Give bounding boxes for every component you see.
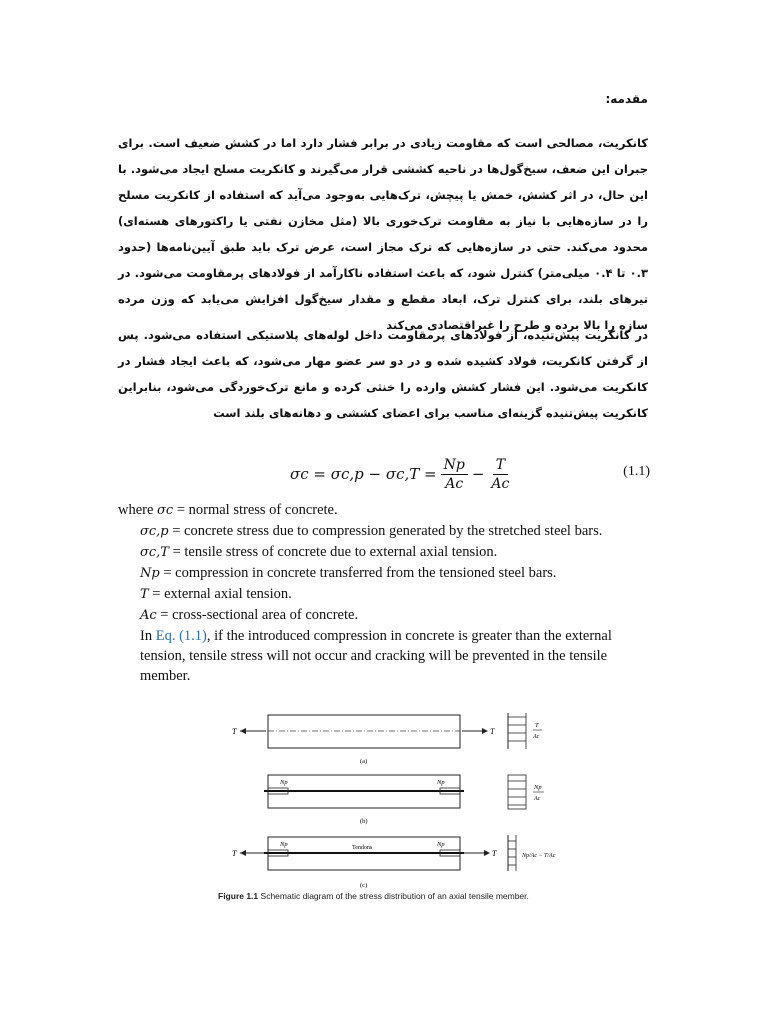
figure-caption: [218, 891, 529, 901]
symbol: σc: [157, 503, 174, 518]
label-t-right: T: [490, 727, 495, 736]
label-tendons: Tendons: [352, 845, 373, 851]
closing-post: , if the introduced compression in concrete is greater than the external tension, tensile stress will not occur and cracking will be prevented in the tensile member.: [140, 628, 612, 684]
definition-row: [118, 584, 650, 605]
definition-row: [118, 521, 650, 542]
intro-paragraph-1: کانکریت، مصالحی است که مقاومت زیادی در برابر فشار دارد اما در کشش ضعیف است. برای جبران این ضعف، سیخ‌گول‌ها در ناحیه کششی قرار می‌گیرند و کانکریت مسلح ایجاد می‌شود. با این حال، در اثر کشش، خمش یا پیچش، ترک‌هایی به‌وجود می‌آید که استفاده از کانکریت مسلح را در سازه‌هایی با نیاز به مقاومت ترک‌خوری بالا (مثل مخازن نفتی یا راکتورهای هسته‌ای) محدود می‌کند. حتی در سازه‌هایی که ترک مجاز است، عرض ترک باید طبق آیین‌نامه‌ها (حدود ۰.۳ تا ۰.۴ میلی‌متر) کنترل شود، که باعث استفاده ناکارآمد از فولادهای پرمقاومت می‌شود. در تیرهای بلند، برای کنترل ترک، ابعاد مقطع و مقدار سیخ‌گول افزایش می‌یابد که وزن مرده سازه را بالا برده و طرح را غیراقتصادی می‌کند: [118, 136, 648, 332]
definition-text: = cross-sectional area of concrete.: [160, 607, 359, 623]
symbol: σc,p: [140, 524, 169, 539]
label-np-right-c: Np: [437, 841, 445, 848]
stress-a-num: T: [535, 722, 539, 729]
symbol: σc,T: [140, 545, 169, 560]
diagram-b: [264, 775, 544, 825]
definition-row: [118, 605, 650, 626]
label-np-left-c: Np: [280, 841, 288, 848]
fraction-numerator: Np: [441, 456, 468, 475]
label-c: (c): [360, 882, 368, 889]
equation-fraction-t-ac: [488, 456, 512, 493]
intro-paragraph-2: در کانکریت پیش‌تنیده، از فولادهای پرمقاومت داخل لوله‌های پلاستیکی استفاده می‌شود. پس از گرفتن کانکریت، فولاد کشیده شده و در دو سر عضو مهار می‌شود، که باعث ایجاد فشار در کانکریت می‌شود. این فشار کشش وارده را خنثی کرده و مانع ترک‌خوردگی می‌شود، بنابراین کانکریت پیش‌تنیده گزینه‌ای مناسب برای اعضای کششی و دهانه‌های بلند است: [118, 328, 648, 420]
equation-reference-link[interactable]: Eq. (1.1): [155, 628, 207, 644]
label-a: (a): [360, 758, 368, 765]
label-b: (b): [360, 818, 368, 825]
where-label: where: [118, 502, 154, 518]
fraction-denominator: Ac: [445, 475, 464, 492]
label-t-left-c: T: [232, 849, 237, 858]
label-t-right-c: T: [492, 849, 497, 858]
definition-row: [118, 563, 650, 584]
symbol: Ac: [140, 608, 157, 623]
label-np-right: Np: [437, 779, 445, 786]
figure-caption-label: Figure 1.1: [218, 891, 259, 901]
definition-text: = compression in concrete transferred from the tensioned steel bars.: [163, 565, 557, 581]
definition-text: = external axial tension.: [152, 586, 292, 602]
equation-fraction-np-ac: [441, 456, 468, 493]
definition-row: [118, 500, 650, 521]
definition-text: = tensile stress of concrete due to external axial tension.: [172, 544, 498, 560]
closing-pre: In: [140, 628, 153, 644]
figure-caption-text: Schematic diagram of the stress distribution of an axial tensile member.: [260, 891, 529, 901]
definition-text: = normal stress of concrete.: [176, 502, 338, 518]
equation-1-1: [290, 452, 650, 496]
label-t-left: T: [232, 727, 237, 736]
equation-minus: −: [471, 465, 485, 483]
stress-a-den: Ac: [533, 734, 540, 740]
equation-number: (1.1): [623, 464, 650, 479]
stress-b-num: Np: [534, 784, 542, 791]
fraction-denominator: Ac: [491, 475, 510, 492]
stress-distribution-figure: [190, 665, 574, 915]
stress-b-den: Ac: [534, 796, 541, 802]
definitions-block: [118, 500, 650, 686]
symbol: T: [140, 587, 149, 602]
symbol: Np: [140, 566, 160, 581]
equation-lhs: σc = σc,p − σc,T =: [290, 465, 437, 483]
section-title: مقدمه:: [605, 92, 648, 106]
label-np-left: Np: [280, 779, 288, 786]
diagram-c: [232, 835, 556, 889]
diagram-a: [232, 713, 542, 765]
definition-row: [118, 542, 650, 563]
definition-text: = concrete stress due to compression generated by the stretched steel bars.: [172, 523, 603, 539]
fraction-numerator: T: [493, 456, 508, 475]
stress-c: Np/Ac − T/Ac: [522, 853, 556, 859]
